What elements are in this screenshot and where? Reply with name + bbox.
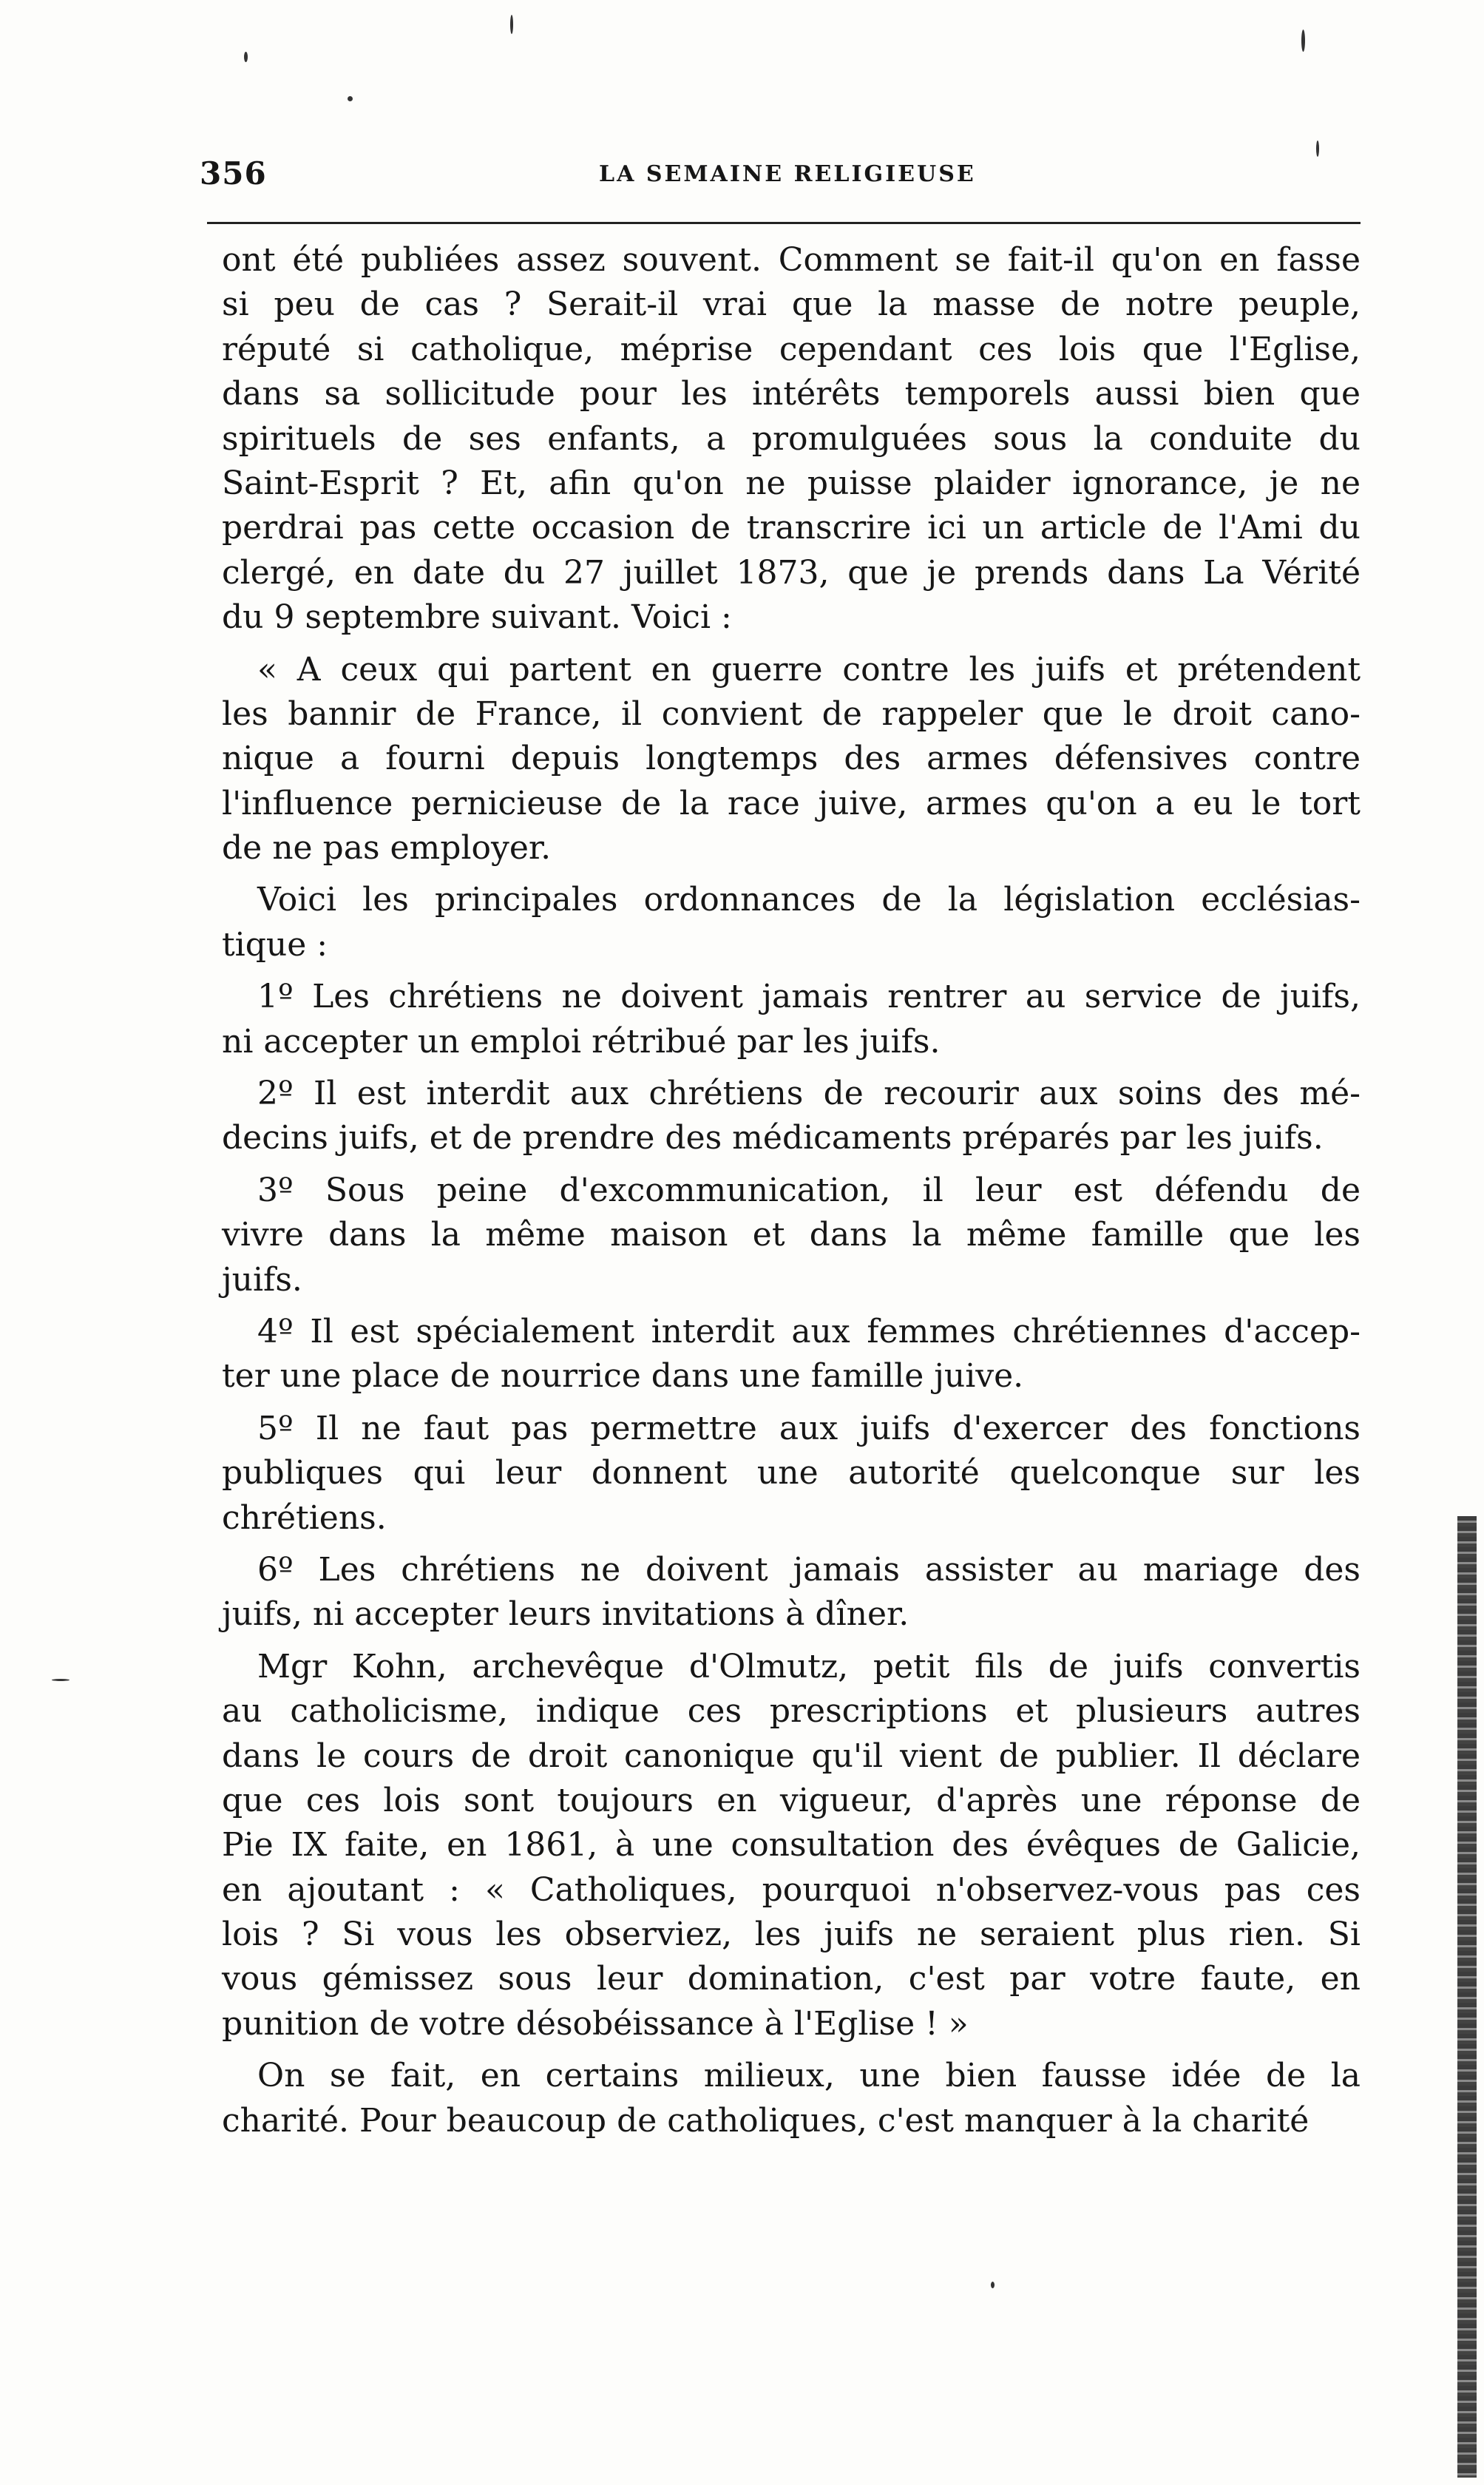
paragraph-gap [222,2046,1361,2054]
ink-speck [1301,30,1305,52]
text-line: 4º Il est spécialement interdit aux femmes chrétiennes d'accep- [257,1312,1361,1350]
text-line: au catholicisme, indique ces prescriptions et plusieurs autres [222,1692,1361,1731]
paragraph-gap [222,1399,1361,1407]
paragraph-gap [222,870,1361,878]
text-line: tique : [222,925,328,964]
text-line: charité. Pour beaucoup de catholiques, c'est manquer à la charité [222,2101,1309,2140]
binding-edge [1457,1516,1477,2478]
paragraph-gap [222,1541,1361,1548]
text-line: si peu de cas ? Serait-il vrai que la masse de notre peuple, [222,285,1361,324]
text-line: 2º Il est interdit aux chrétiens de recourir aux soins des mé- [257,1075,1361,1113]
ink-speck [348,96,353,101]
text-line: en ajoutant : « Catholiques, pourquoi n'observez-vous pas ces [222,1870,1361,1909]
text-line: publiques qui leur donnent une autorité quelconque sur les [222,1454,1361,1492]
text-line: de ne pas employer. [222,829,552,868]
page-header [200,155,1361,200]
text-line: ni accepter un emploi rétribué par les juifs. [222,1022,941,1061]
text-line: Saint-Esprit ? Et, afin qu'on ne puisse plaider ignorance, je ne [222,464,1361,502]
paragraph-gap [222,967,1361,975]
text-line: perdrai pas cette occasion de transcrire ici un article de l'Ami du [222,509,1361,547]
text-line: 3º Sous peine d'excommunication, il leur est défendu de [257,1171,1361,1209]
running-title: LA SEMAINE RELIGIEUSE [599,161,976,187]
text-line: Voici les principales ordonnances de la législation ecclésias- [257,881,1361,919]
text-line: juifs. [222,1260,302,1299]
paragraph-gap [222,1302,1361,1310]
text-line: vous gémissez sous leur domination, c'est par votre faute, en [222,1960,1361,1998]
ink-speck [991,2282,995,2288]
text-line: ter une place de nourrice dans une famille juive. [222,1357,1024,1396]
ink-speck [244,52,248,62]
text-line: 6º Les chrétiens ne doivent jamais assister au mariage des [257,1550,1361,1589]
text-line: juifs, ni accepter leurs invitations à dîner. [222,1595,909,1634]
text-line: les bannir de France, il convient de rappeler que le droit cano- [222,694,1361,733]
text-line: lois ? Si vous les observiez, les juifs ne seraient plus rien. Si [222,1916,1361,1954]
ink-speck [510,15,513,34]
body-text [222,238,1361,2143]
text-line: 1º Les chrétiens ne doivent jamais rentrer au service de juifs, [257,978,1361,1016]
text-line: chrétiens. [222,1498,387,1537]
ink-speck [1316,141,1319,157]
text-line: punition de votre désobéissance à l'Eglise ! » [222,2004,969,2043]
text-line: decins juifs, et de prendre des médicaments préparés par les juifs. [222,1119,1324,1157]
text-line: l'influence pernicieuse de la race juive, armes qu'on a eu le tort [222,784,1361,822]
text-line: dans le cours de droit canonique qu'il vient de publier. Il déclare [222,1737,1361,1775]
paragraph-gap [222,640,1361,648]
text-line: ont été publiées assez souvent. Comment se fait-il qu'on en fasse [222,241,1361,279]
text-line: du 9 septembre suivant. Voici : [222,598,732,637]
text-line: 5º Il ne faut pas permettre aux juifs d'exercer des fonctions [257,1409,1361,1447]
header-rule [207,222,1361,224]
text-line: clergé, en date du 27 juillet 1873, que je prends dans La Vérité [222,553,1361,592]
text-line: Mgr Kohn, archevêque d'Olmutz, petit fils de juifs convertis [257,1647,1361,1686]
ink-speck [52,1679,70,1681]
paragraph-gap [222,1161,1361,1169]
page-number: 356 [200,155,267,192]
paragraph-gap [222,1637,1361,1645]
text-line: dans sa sollicitude pour les intérêts temporels aussi bien que [222,375,1361,413]
paragraph-gap [222,1064,1361,1072]
text-line: réputé si catholique, méprise cependant ces lois que l'Eglise, [222,330,1361,368]
text-line: spirituels de ses enfants, a promulguées sous la conduite du [222,419,1361,458]
text-line: que ces lois sont toujours en vigueur, d'après une réponse de [222,1781,1361,1819]
text-line: nique a fourni depuis longtemps des armes défensives contre [222,740,1361,778]
text-line: vivre dans la même maison et dans la même famille que les [222,1216,1361,1254]
text-line: Pie IX faite, en 1861, à une consultation des évêques de Galicie, [222,1826,1361,1864]
text-line: « A ceux qui partent en guerre contre les juifs et prétendent [257,650,1361,689]
text-line: On se fait, en certains milieux, une bien fausse idée de la [257,2057,1361,2095]
